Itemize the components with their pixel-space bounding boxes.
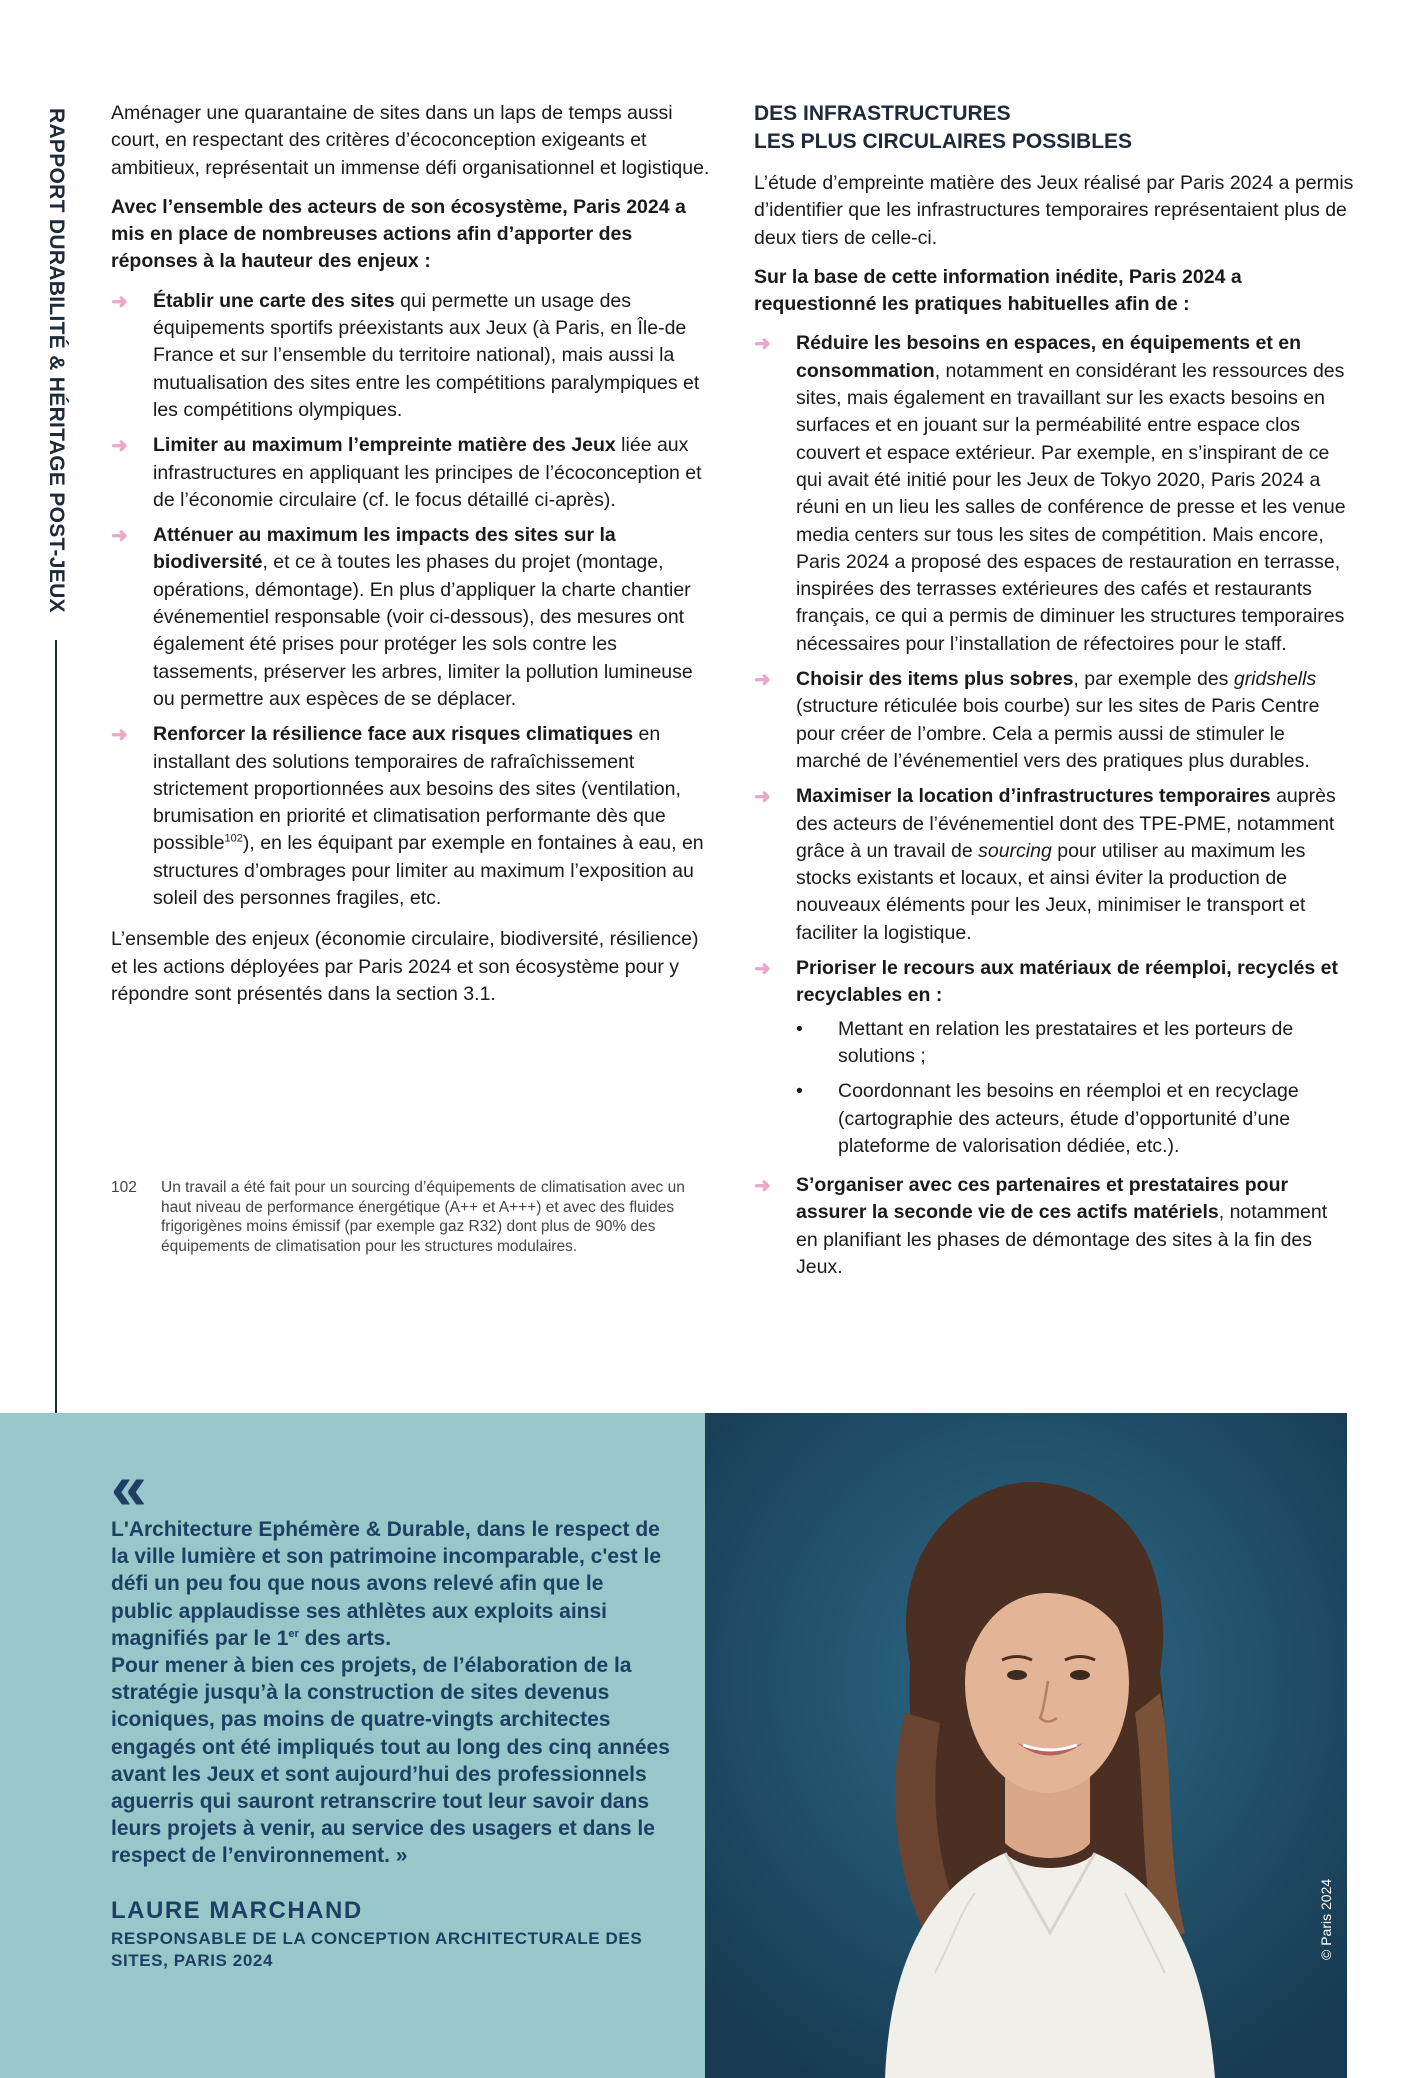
left-column — [111, 100, 711, 1020]
arrow-icon: ➜ — [111, 435, 128, 458]
list-item: ➜ Choisir des items plus sobres, par exemple des gridshells (structure réticulée bois courbe) sur les sites de Paris Centre pour créer de l’ombre. Cela a permis aussi de stimuler le marché de l’événementiel vers des pratiques plus durables. — [754, 668, 1320, 772]
footnote-number: 102 — [111, 1179, 137, 1196]
lead-paragraph: Sur la base de cette information inédite, Paris 2024 a requestionné les pratiques habituelles afin de : — [754, 265, 1242, 316]
footnote — [111, 1178, 711, 1256]
intro-paragraph: L’étude d’empreinte matière des Jeux réalisé par Paris 2024 a permis d’identifier que les infrastructures temporaires représentaient plus de deux tiers de celle-ci. — [754, 172, 1354, 249]
arrow-icon: ➜ — [754, 1175, 771, 1198]
list-item: ➜ Réduire les besoins en espaces, en équipements et en consommation, notamment en considérant les ressources des sites, mais également en travaillant sur les exacts besoins en surfaces et en jouant sur la perméabilité entre espace clos couvert et espace extérieur. Par exemple, en s’inspirant de ce qui avait été initié pour les Jeux de Tokyo 2020, Paris 2024 a réuni en un lieu les salles de conférence de presse et les venue media centers sur tous les sites de compétition. Mais encore, Paris 2024 a proposé des espaces de restauration en terrasse, inspirées des terrasses extérieures des cafés et restaurants français, ce qui a permis de diminuer les structures temporaires nécessaires pour l’installation de réfectoires pour le staff. — [754, 332, 1346, 655]
arrow-icon: ➜ — [111, 724, 128, 747]
list-item: ➜ Maximiser la location d’infrastructures temporaires auprès des acteurs de l’événementiel dont des TPE-PME, notamment grâce à un travail de sourcing pour utiliser au maximum les stocks existants et locaux, et ainsi éviter la production de nouveaux éléments pour les Jeux, minimiser le transport et faciliter la logistique. — [754, 785, 1336, 944]
list-item: ➜ Prioriser le recours aux matériaux de réemploi, recyclés et recyclables en : • Mettant en relation les prestataires et les porteurs de solutions ; • Coordonnant les besoins en réemploi et en recyclage (cartographie des acteurs, étude d’opportunité d’une plateforme de valorisation dédiée, etc.). — [754, 955, 1354, 1160]
list-item: ➜ S’organiser avec ces partenaires et prestataires pour assurer la seconde vie de ces actifs matériels, notamment en planifiant les phases de démontage des sites à la fin des Jeux. — [754, 1174, 1328, 1278]
portrait-photo — [705, 1413, 1347, 2078]
arrow-icon: ➜ — [754, 333, 771, 356]
list-item: ➜ Atténuer au maximum les impacts des sites sur la biodiversité, et ce à toutes les phases du projet (montage, opérations, démontage). En plus d’appliquer la charte chantier événementiel responsable (voir ci-dessous), des mesures ont également été prises pour protéger les sols contre les tassements, préserver les arbres, limiter la pollution lumineuse ou permettre aux espèces de se déplacer. — [111, 524, 693, 710]
quote-author-name: LAURE MARCHAND — [111, 1897, 363, 1924]
quote-text: L'Architecture Ephémère & Durable, dans le respect de la ville lumière et son patrimoine incomparable, c'est le défi un peu fou que nous avons relevé afin que le public applaudisse ses athlètes aux exploits ainsi magnifiés par le 1er des arts. Pour mener à bien ces projets, de l’élaboration de la stratégie jusqu’à la construction de sites devenus iconiques, pas moins de quatre-vingts architectes engagés ont été impliqués tout au long des cinq années avant les Jeux et sont aujourd’hui des professionnels aguerris qui sauront retranscrire tout leur savoir dans leurs projets à venir, au service des usagers et dans le respect de l’environnement. » — [111, 1518, 670, 1868]
footnote-ref[interactable]: 102 — [224, 832, 243, 845]
arrow-icon: ➜ — [111, 290, 128, 313]
photo-credit: © Paris 2024 — [1318, 1878, 1334, 1960]
arrow-icon: ➜ — [754, 669, 771, 692]
bullet-item: • Mettant en relation les prestataires et les porteurs de solutions ; — [796, 1017, 1294, 1067]
sidebar-title: RAPPORT DURABILITÉ & HÉRITAGE POST-JEUX — [45, 108, 68, 613]
sub-bullet-list — [796, 1016, 1354, 1160]
list-item: ➜ Limiter au maximum l’empreinte matière des Jeux liée aux infrastructures en appliquant les principes de l’écoconception et de l’économie circulaire (cf. le focus détaillé ci-après). — [111, 434, 702, 511]
section-heading: DES INFRASTRUCTURES LES PLUS CIRCULAIRES POSSIBLES — [754, 102, 1133, 153]
quote-mark: « — [111, 1451, 147, 1523]
bullet-icon: • — [796, 1017, 803, 1040]
action-list — [111, 288, 711, 913]
arrow-icon: ➜ — [111, 525, 128, 548]
footnote-text: Un travail a été fait pour un sourcing d’équipements de climatisation avec un haut niveau de performance énergétique (A++ et A+++) et avec des fluides frigorigènes moins émissif (par exemple gaz R32) dont plus de 90% des équipements de climatisation pour les structures modulaires. — [161, 1179, 685, 1255]
intro-paragraph: Aménager une quarantaine de sites dans un laps de temps aussi court, en respectant des critères d’écoconception exigeants et ambitieux, représentait un immense défi organisationnel et logistique. — [111, 102, 710, 179]
list-item: ➜ Établir une carte des sites qui permette un usage des équipements sportifs préexistants aux Jeux (à Paris, en Île-de France et sur l’ensemble du territoire national), mais aussi la mutualisation des sites entre les compétitions paralympiques et les compétitions olympiques. — [111, 289, 700, 421]
lead-paragraph: Avec l’ensemble des acteurs de son écosystème, Paris 2024 a mis en place de nombreuses actions afin d’apporter des réponses à la hauteur des enjeux : — [111, 195, 686, 273]
quote-author-role: RESPONSABLE DE LA CONCEPTION ARCHITECTURALE DES SITES, PARIS 2024 — [111, 1929, 643, 1970]
bullet-icon: • — [796, 1080, 803, 1103]
right-column — [754, 100, 1354, 1295]
arrow-icon: ➜ — [754, 958, 771, 981]
list-item: ➜ Renforcer la résilience face aux risques climatiques en installant des solutions temporaires de rafraîchissement strictement proportionnées aux besoins des sites (ventilation, brumisation en priorité et climatisation performante dès que possible$^{102}$), en les équipant par exemple en fontaines à eau, en structures d’ombrages pour limiter au maximum l’exposition au soleil des personnes fragiles, etc. — [111, 723, 704, 910]
arrow-icon: ➜ — [754, 786, 771, 809]
portrait-illustration — [705, 1413, 1347, 2078]
outro-paragraph: L’ensemble des enjeux (économie circulaire, biodiversité, résilience) et les actions déployées par Paris 2024 et son écosystème pour y répondre sont présentés dans la section 3.1. — [111, 928, 699, 1005]
bullet-item: • Coordonnant les besoins en réemploi et en recyclage (cartographie des acteurs, étude d’opportunité d’une plateforme de valorisation dédiée, etc.). — [796, 1080, 1299, 1157]
action-list — [754, 330, 1354, 1281]
